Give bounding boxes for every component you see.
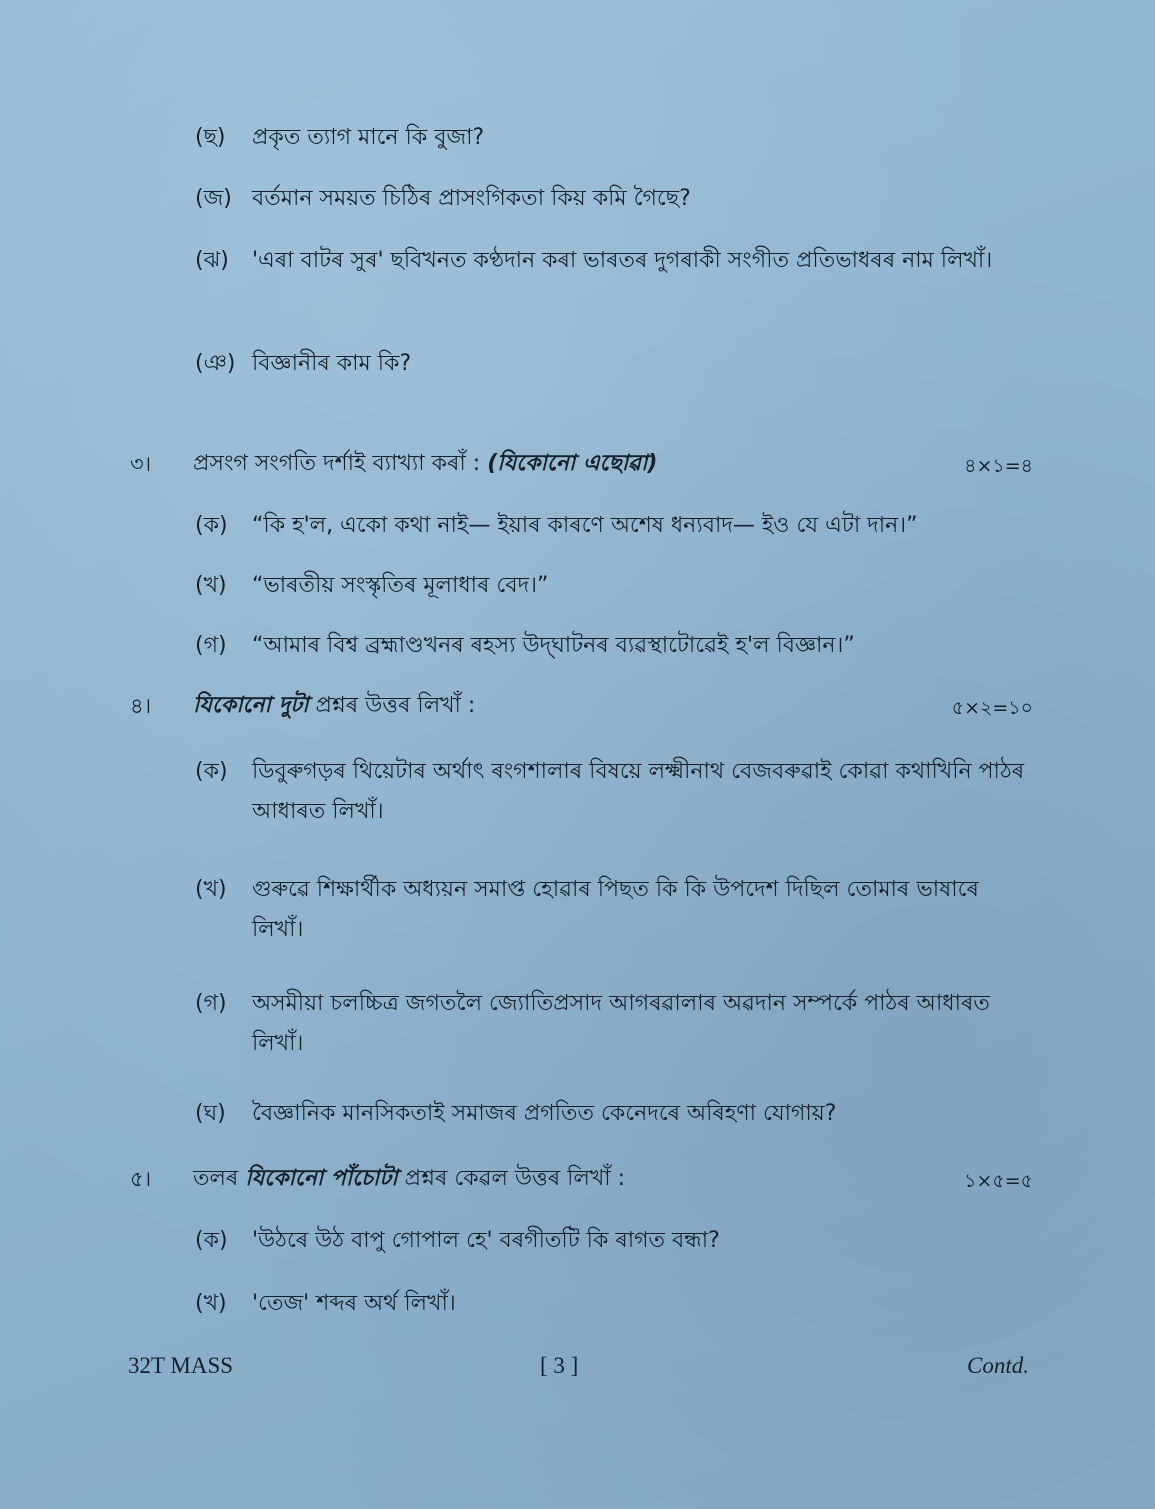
item-text: গুৰুৱে শিক্ষাৰ্থীক অধ্যয়ন সমাপ্ত হোৱাৰ পিছত কি কি উপদেশ দিছিল তোমাৰ ভাষাৰে লিখাঁ। — [252, 877, 979, 942]
item-label: (ক) — [195, 513, 228, 538]
item-text: “কি হ'ল, একো কথা নাই— ইয়াৰ কাৰণে অশেষ ধন্যবাদ— ইও যে এটা দান।” — [252, 513, 918, 538]
question-emphasis: (যিকোনো এছোৱা) — [487, 451, 658, 476]
item-text: 'এৰা বাটৰ সুৰ' ছবিখনত কণ্ঠদান কৰা ভাৰতৰ দুগৰাকী সংগীত প্ৰতিভাধৰৰ নাম লিখাঁ। — [252, 248, 993, 273]
item-text: 'তেজ' শব্দৰ অৰ্থ লিখাঁ। — [252, 1291, 456, 1316]
page-number: [ 3 ] — [540, 1353, 579, 1378]
item-label: (ছ) — [195, 125, 226, 150]
item-label: (খ) — [195, 573, 227, 598]
item-label: (ঞ) — [195, 351, 236, 376]
item-label: (গ) — [195, 991, 227, 1016]
item-text: “আমাৰ বিশ্ব ব্ৰহ্মাণ্ডখনৰ ৰহস্য উদ্‌ঘাটনৰ ব্যৱস্থাটোৱেই হ'ল বিজ্ঞান।” — [252, 633, 855, 658]
item-label: (খ) — [195, 877, 227, 902]
item-text: 'উঠৰে উঠ বাপু গোপাল হে' বৰগীতটি কি ৰাগত বন্ধা? — [252, 1228, 720, 1253]
question-heading — [193, 450, 657, 478]
marks-allocation: ১×৫=৫ — [964, 1170, 1033, 1192]
question-emphasis: যিকোনো দুটা — [193, 693, 309, 718]
item-text: ডিবুৰুগড়ৰ থিয়েটাৰ অৰ্থাৎ ৰংগশালাৰ বিষয়ে লক্ষ্মীনাথ বেজবৰুৱাই কোৱা কথাখিনি পাঠৰ আধাৰত লিখাঁ। — [252, 759, 1025, 824]
item-label: (খ) — [195, 1291, 227, 1316]
item-label: (ঘ) — [195, 1101, 226, 1126]
item-label: (ক) — [195, 759, 228, 784]
item-text: বিজ্ঞানীৰ কাম কি? — [252, 351, 412, 376]
question-instruction: প্ৰশ্নৰ কেৱল উত্তৰ লিখাঁ : — [404, 1166, 626, 1191]
question-heading — [193, 692, 475, 720]
item-text: বৈজ্ঞানিক মানসিকতাই সমাজৰ প্ৰগতিত কেনেদৰে অৰিহণা যোগায়? — [252, 1101, 837, 1126]
question-prefix: তলৰ — [193, 1166, 239, 1191]
marks-allocation: ৫×২=১০ — [951, 697, 1033, 719]
question-number: ৪। — [130, 694, 152, 718]
item-text: “ভাৰতীয় সংস্কৃতিৰ মূলাধাৰ বেদ।” — [252, 573, 549, 598]
item-text: বৰ্তমান সময়ত চিঠিৰ প্ৰাসংগিকতা কিয় কমি গৈছে? — [252, 186, 691, 211]
question-number: ৩। — [130, 452, 152, 476]
item-label: (ঝ) — [195, 248, 229, 273]
question-instruction: প্ৰশ্নৰ উত্তৰ লিখাঁ : — [315, 693, 476, 718]
item-label: (গ) — [195, 633, 227, 658]
question-emphasis: যিকোনো পাঁচোটা — [245, 1166, 398, 1191]
marks-allocation: ৪×১=৪ — [964, 455, 1033, 477]
item-text: প্ৰকৃত ত্যাগ মানে কি বুজা? — [252, 125, 485, 150]
paper-code: 32T MASS — [128, 1353, 234, 1378]
continued-note: Contd. — [967, 1353, 1029, 1378]
item-label: (জ) — [195, 186, 232, 211]
question-instruction: প্ৰসংগ সংগতি দৰ্শাই ব্যাখ্যা কৰাঁ : — [193, 451, 481, 476]
item-text: অসমীয়া চলচ্চিত্ৰ জগতলৈ জ্যোতিপ্ৰসাদ আগৰৱালাৰ অৱদান সম্পৰ্কে পাঠৰ আধাৰত লিখাঁ। — [252, 991, 990, 1056]
question-number: ৫। — [130, 1167, 152, 1191]
item-label: (ক) — [195, 1228, 228, 1253]
question-heading — [193, 1165, 625, 1193]
